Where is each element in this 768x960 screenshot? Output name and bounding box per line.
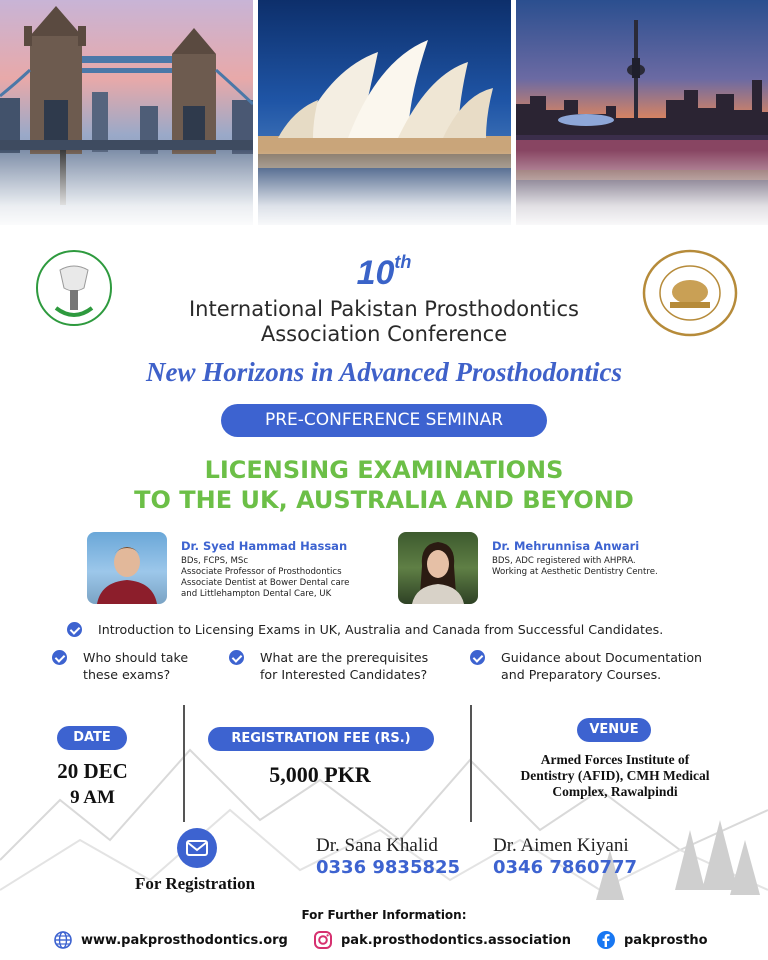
instagram-icon [313, 930, 333, 950]
website-text: www.pakprosthodontics.org [81, 932, 288, 948]
seminar-title-line-2: TO THE UK, AUSTRALIA AND BEYOND [134, 486, 634, 514]
conference-edition [0, 252, 768, 293]
topic-item [470, 649, 702, 683]
topic-main [67, 621, 663, 638]
speaker-1-name: Dr. Syed Hammad Hassan [181, 539, 348, 553]
conference-tagline: New Horizons in Advanced Prosthodontics [145, 357, 623, 387]
registration-fee-badge: REGISTRATION FEE (RS.) [208, 727, 434, 751]
globe-icon [53, 930, 73, 950]
instagram-text: pak.prosthodontics.association [341, 932, 571, 948]
speaker-1-line: BDs, FCPS, MSc [181, 556, 249, 566]
registration-label: For Registration [134, 874, 256, 893]
speaker-2-credentials [492, 556, 658, 578]
conference-title [0, 297, 768, 347]
speaker-2-line: BDS, ADC registered with AHPRA. [492, 556, 636, 566]
topic-item-text: Guidance about Documentation and Preparatory Courses. [501, 650, 703, 682]
contact-2-phone[interactable]: 0346 7860777 [493, 857, 638, 878]
instagram-link[interactable] [313, 930, 571, 950]
mail-icon [177, 828, 217, 868]
contact-1-phone[interactable]: 0336 9835825 [316, 857, 461, 878]
further-information-label: For Further Information: [301, 908, 467, 922]
venue-line: Dentistry (AFID), CMH Medical [520, 768, 710, 783]
topic-item [229, 649, 428, 683]
contact-2-name: Dr. Aimen Kiyani [493, 835, 629, 856]
check-icon [67, 622, 82, 637]
registration-fee: 5,000 PKR [269, 762, 371, 787]
speaker-1-photo [87, 532, 167, 604]
edition-number: 10 [356, 254, 395, 292]
check-icon [52, 650, 67, 665]
conference-title-line-2: Association Conference [260, 322, 508, 346]
seminar-title [0, 455, 768, 515]
speaker-2-line: Working at Aesthetic Dentistry Centre. [492, 567, 658, 577]
facebook-text: pakprostho [624, 932, 708, 948]
venue-address [490, 752, 740, 800]
details-divider [183, 705, 185, 822]
speaker-2-name: Dr. Mehrunnisa Anwari [492, 539, 640, 553]
topic-item-text: What are the prerequisites for Interested Candidates? [260, 650, 429, 682]
event-date: 20 DEC [57, 759, 128, 783]
speaker-1-line: Associate Dentist at Bower Dental care [181, 578, 350, 588]
facebook-link[interactable] [596, 930, 708, 950]
pre-conference-seminar-badge: PRE-CONFERENCE SEMINAR [221, 404, 547, 437]
seminar-title-line-1: LICENSING EXAMINATIONS [204, 456, 564, 484]
speaker-1-line: and Littlehampton Dental Care, UK [181, 589, 332, 599]
venue-line: Armed Forces Institute of [540, 752, 690, 767]
topic-item [52, 649, 188, 683]
topic-item-text: Who should take these exams? [83, 650, 189, 682]
contact-1-name: Dr. Sana Khalid [316, 835, 438, 856]
website-link[interactable] [53, 930, 288, 950]
venue-badge: VENUE [577, 718, 651, 742]
check-icon [229, 650, 244, 665]
date-badge: DATE [57, 726, 127, 750]
photo-fade-overlay [0, 150, 768, 230]
speaker-2-photo [398, 532, 478, 604]
facebook-icon [596, 930, 616, 950]
check-icon [470, 650, 485, 665]
conference-title-line-1: International Pakistan Prosthodontics [188, 297, 579, 321]
speaker-1-line: Associate Professor of Prosthodontics [181, 567, 342, 577]
details-divider [470, 705, 472, 822]
topic-main-text: Introduction to Licensing Exams in UK, Australia and Canada from Successful Candidates. [98, 622, 664, 637]
edition-suffix: th [394, 252, 412, 272]
speaker-1-credentials [181, 556, 349, 600]
event-time: 9 AM [70, 787, 115, 808]
venue-line: Complex, Rawalpindi [552, 784, 678, 799]
header-photo-strip [0, 0, 768, 225]
